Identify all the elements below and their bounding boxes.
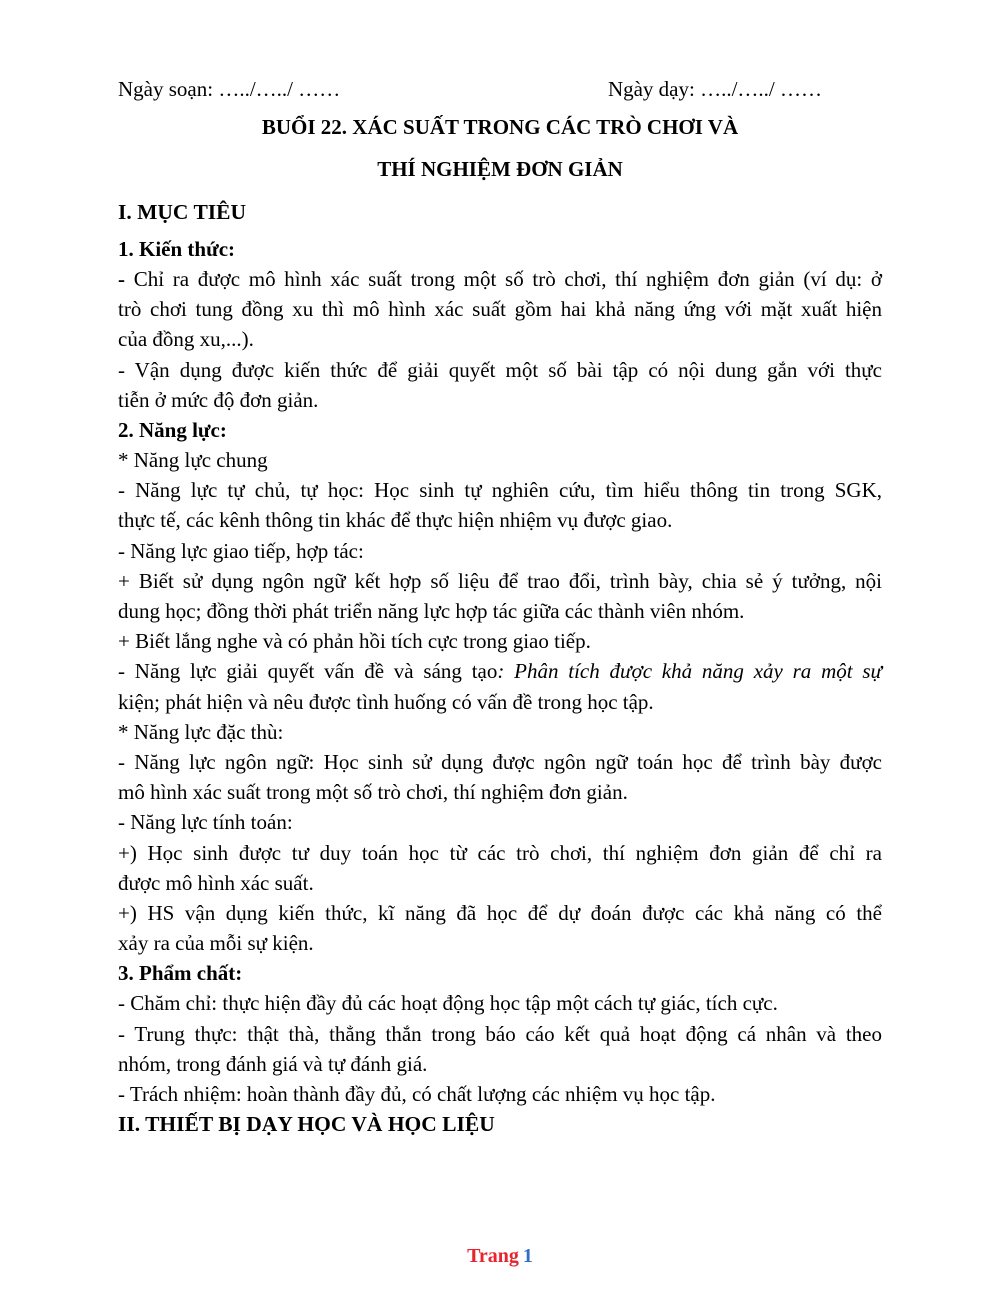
competence-heading: 2. Năng lực: <box>118 418 227 443</box>
lesson-title-line-1: BUỔI 22. XÁC SUẤT TRONG CÁC TRÒ CHƠI VÀ <box>261 115 739 139</box>
self-study-line-2: thực tế, các kênh thông tin khác để thực hiện nhiệm vụ được giao. <box>118 508 673 533</box>
communication-item-2: + Biết lắng nghe và có phản hồi tích cực trong giao tiếp. <box>118 629 591 654</box>
communication-item-1-line-1: + Biết sử dụng ngôn ngữ kết hợp số liệu để trao đổi, trình bày, chia sẻ ý tưởng, nội <box>118 568 882 593</box>
language-competence-line-2: mô hình xác suất trong một số trò chơi, thí nghiệm đơn giản. <box>118 780 628 805</box>
calculation-item-2-line-1: +) HS vận dụng kiến thức, kĩ năng đã học để dự đoán được các khả năng có thể <box>118 901 882 926</box>
communication-item-1-line-2: dung học; đồng thời phát triển năng lực hợp tác giữa các thành viên nhóm. <box>118 599 745 624</box>
knowledge-heading: 1. Kiến thức: <box>118 237 236 261</box>
calculation-competence-label: - Năng lực tính toán: <box>118 810 293 835</box>
specific-competence-label: * Năng lực đặc thù: <box>118 719 284 744</box>
bullet-dash: - <box>118 267 125 291</box>
problem-solving-line-2: kiện; phát hiện và nêu được tình huống có vấn đề trong học tập. <box>118 689 654 714</box>
quality-item-diligence: - Chăm chỉ: thực hiện đầy đủ các hoạt động học tập một cách tự giác, tích cực. <box>118 991 778 1016</box>
page-footer <box>0 1243 1000 1269</box>
lesson-plan-page <box>118 72 882 1139</box>
section-objectives-heading: I. MỤC TIÊU <box>118 200 247 224</box>
communication-label: - Năng lực giao tiếp, hợp tác: <box>118 538 364 563</box>
dates-row <box>118 72 882 106</box>
self-study-line-1: - Năng lực tự chủ, tự học: Học sinh tự nghiên cứu, tìm hiểu thông tin trong SGK, <box>118 478 882 503</box>
page-label: Trang <box>467 1245 519 1267</box>
knowledge-item-1-line-2: trò chơi tung đồng xu thì mô hình xác suất gồm hai khả năng ứng với mặt xuất hiện <box>118 297 882 322</box>
knowledge-item-1-line-3: của đồng xu,...). <box>118 327 254 352</box>
prep-date: Ngày soạn: …../…../ …… <box>118 77 341 101</box>
knowledge-item-2-line-2: tiễn ở mức độ đơn giản. <box>118 387 319 412</box>
general-competence-label: * Năng lực chung <box>118 448 268 473</box>
section-equipment-heading: II. THIẾT BỊ DẠY HỌC VÀ HỌC LIỆU <box>118 1112 495 1137</box>
page-number: 1 <box>522 1245 533 1267</box>
lesson-title-line-2: THÍ NGHIỆM ĐƠN GIẢN <box>377 157 623 181</box>
quality-heading: 3. Phẩm chất: <box>118 961 243 986</box>
teach-date: Ngày dạy: …../…../ …… <box>607 77 822 101</box>
calculation-item-1-line-1: +) Học sinh được tư duy toán học từ các trò chơi, thí nghiệm đơn giản để chỉ ra <box>118 840 882 865</box>
quality-item-honesty-line-2: nhóm, trong đánh giá và tự đánh giá. <box>118 1051 428 1076</box>
calculation-item-2-line-2: xảy ra của mỗi sự kiện. <box>118 931 314 956</box>
problem-solving-line-1: - Năng lực giải quyết vấn đề và sáng tạo: Phân tích được khả năng xảy ra một sự <box>118 659 882 684</box>
calculation-item-1-line-2: được mô hình xác suất. <box>118 870 314 895</box>
knowledge-item-1-line-1: - Chỉ ra được mô hình xác suất trong một số trò chơi, thí nghiệm đơn giản (ví dụ: ở <box>118 267 882 291</box>
quality-item-honesty-line-1: - Trung thực: thật thà, thẳng thắn trong báo cáo kết quả hoạt động cá nhân và theo <box>118 1021 882 1046</box>
language-competence-line-1: - Năng lực ngôn ngữ: Học sinh sử dụng được ngôn ngữ toán học để trình bày được <box>118 750 882 775</box>
quality-item-responsibility: - Trách nhiệm: hoàn thành đầy đủ, có chất lượng các nhiệm vụ học tập. <box>118 1082 716 1107</box>
knowledge-item-2-line-1: - Vận dụng được kiến thức để giải quyết một số bài tập có nội dung gắn với thực <box>118 357 882 382</box>
